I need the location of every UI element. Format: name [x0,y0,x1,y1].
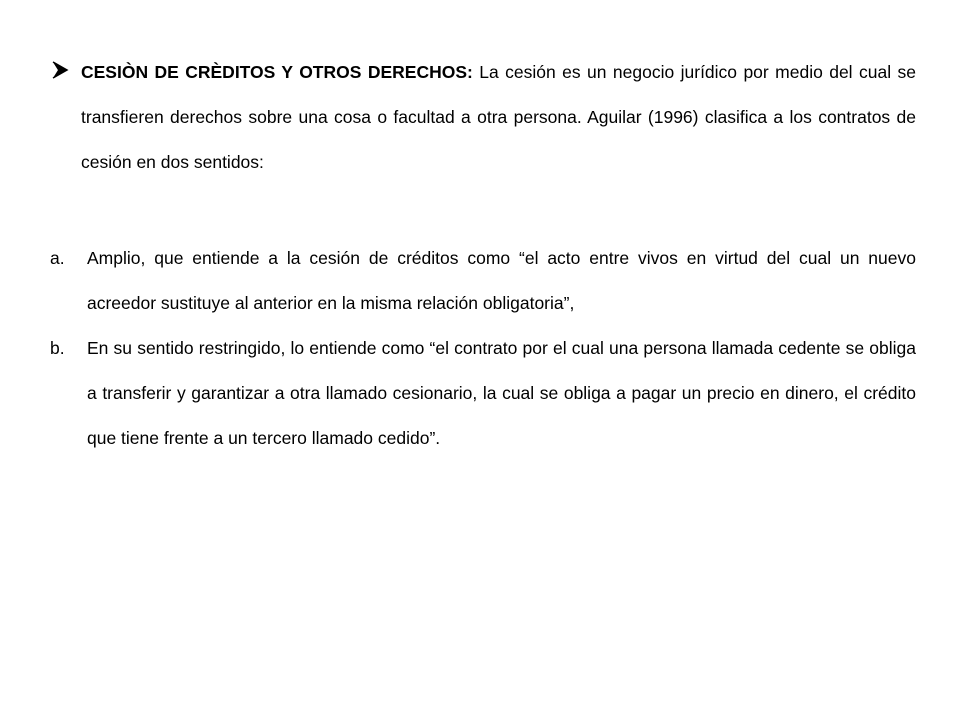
list-marker: b. [50,338,65,358]
list-marker: a. [50,248,65,268]
list-item [50,326,916,461]
list-item-text: Amplio, que entiende a la cesión de créditos como “el acto entre vivos en virtud del cual un nuevo acreedor sustituye al anterior en la misma relación obligatoria”, [87,248,916,313]
arrowhead-bullet-icon [50,60,70,80]
section-bullet [50,50,916,185]
definition-list [50,236,916,461]
section-paragraph [81,50,916,185]
list-item-text: En su sentido restringido, lo entiende como “el contrato por el cual una persona llamada cedente se obliga a transferir y garantizar a otra llamado cesionario, la cual se obliga a pagar un precio en dinero, el crédito que tiene frente a un tercero llamado cedido”. [87,338,916,448]
list-item [50,236,916,326]
section-body: La cesión es un negocio jurídico por medio del cual se transfieren derechos sobre una cosa o facultad a otra persona. Aguilar (1996) clasifica a los contratos de cesión en dos sentidos: [81,62,916,172]
section-heading: CESIÒN DE CRÈDITOS Y OTROS DERECHOS: [81,62,473,82]
